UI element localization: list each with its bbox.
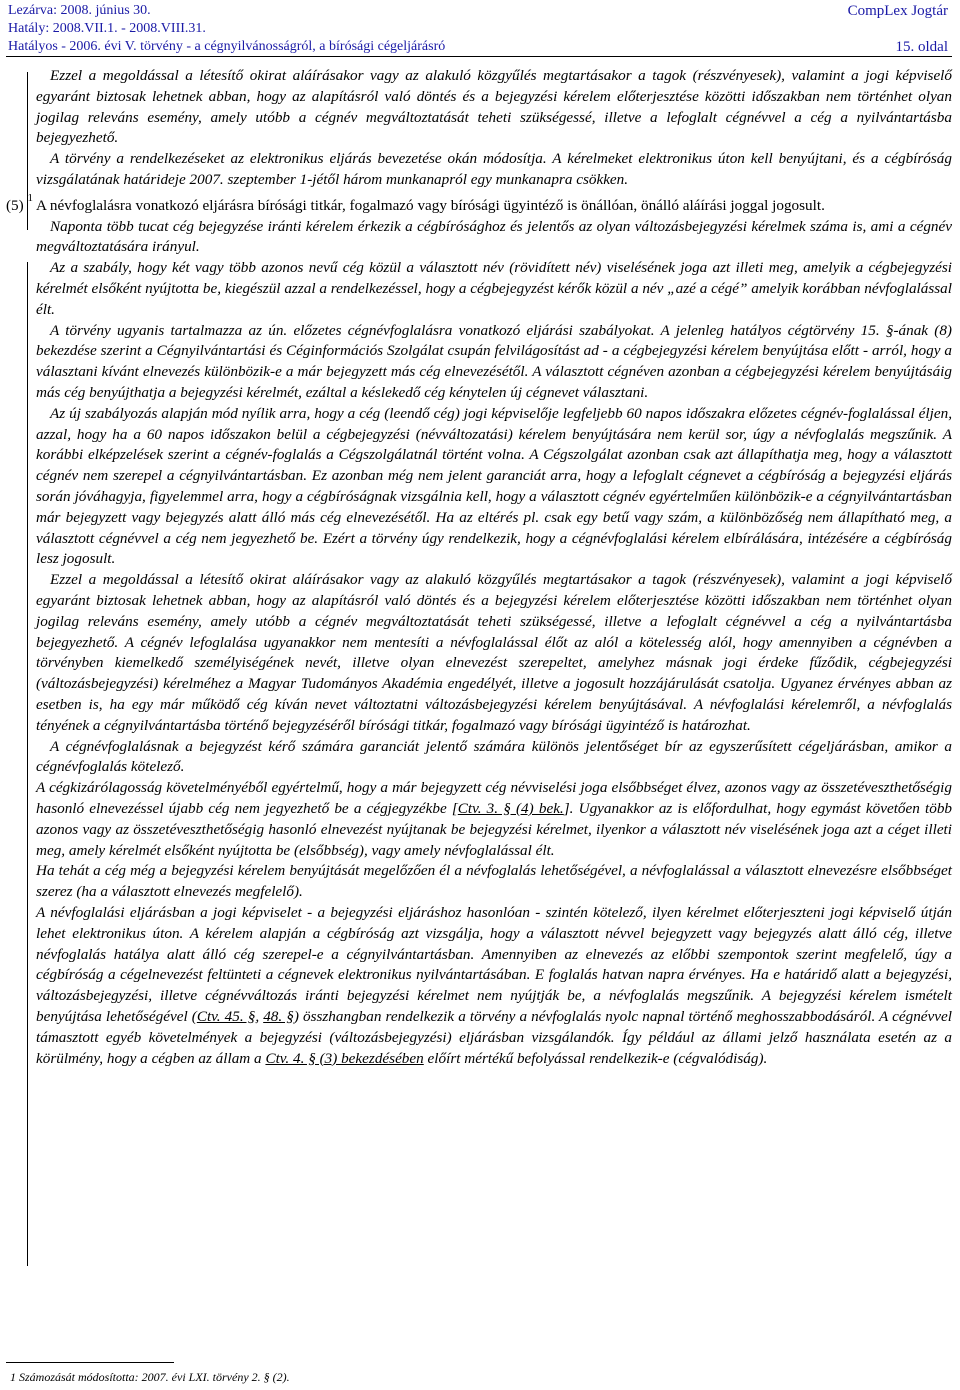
commentary-paragraph: A cégnévfoglalásnak a bejegyzést kérő számára garanciát jelentő számára különös jelentőséget bír az egyszerűsített cégeljárásban, amikor a cégnévfoglalás kötelező.: [36, 737, 952, 776]
commentary-paragraph: Az új szabályozás alapján mód nyílik arra, hogy a cég (leendő cég) jogi képviselője legfeljebb 60 napos időszakra előzetes cégnév-foglalással éljen, azzal, hogy ha a 60 napos időszakon belül a cégbejegyzési (névváltozatási) kérelem benyújtására nem kerül sor, úgy a névfoglalás megszűnik. A korábbi elképzelések szerint a cégnév-foglalás a Cégszolgálatnál történt volna. A Cégszolgálat azonban csak azt állapíthatja meg, hogy a választott cégnév nem szerepel a cégnyilvántartásban. Ez azonban még nem jelent garanciát arra, hogy a lefoglalt cégnevet a cégbíróság a bejegyzési eljárás során jóváhagyja, figyelemmel arra, hogy a cégbíróságnak vizsgálnia kell, hogy a választott cégnév egyértelműen különbözik-e a cégnyilvántartásban már bejegyzett vagy bejegyzés alatt álló más cég elnevezésétől. Ha az eltérés pl. csak egy betű vagy szám, a különbözőség nem állapítható meg, a választott cégnévvel a cég nem jegyezhető be. Ezért a törvény úgy rendelkezik, hogy a cégnévfoglalási kérelem elbírálására, intézésére a cégbíróság lesz jogosult.: [36, 404, 952, 568]
footnote-reference[interactable]: 1: [27, 191, 34, 204]
closed-date: Lezárva: 2008. június 30.: [8, 3, 151, 18]
effective-period: Hatály: 2008.VII.1. - 2008.VIII.31.: [8, 21, 206, 36]
commentary-paragraph: A névfoglalási eljárásban a jogi képviselet - a bejegyzési eljáráshoz hasonlóan - szintén kötelező, ilyen kérelmet előterjeszteni jogi képviselő útján lehet elektronikus úton. A kérelem alapján a cégbíróság azt vizsgálja, hogy a választott névvel bejegyzett vagy bejegyzés alatt álló cég, illetve névfoglalás hatálya alatt álló cég szerepel-e a cégnyilvántartásban. Amennyiben az elnevezés az előbbi szempontok szerint megfelelő, úgy a cégbíróság a cégelnevezést feltünteti a cégnevek elektronikus nyilvántartásában. E foglalás hatvan napra érvényes. Ha e határidő alatt a bejegyzési, változásbejegyzési, illetve cégnévváltozás iránti bejegyzési kérelmet nem nyújtják be, a névfoglalás megszűnik. A bejegyzési kérelem ismételt benyújtása lehetőségével (Ctv. 45. §, 48. §) összhangban rendelkezik a törvény a névfoglalás nyolc napnal történő meghosszabbodásáról. A cégnévvel támasztott egyéb követelmények a bejegyzési (változásbejegyzési) eljárásban vizsgálandók. Így például az állami jelző használata esetén az a körülmény, hogy a cégben az állam a Ctv. 4. § (3) bekezdésében előírt mértékű befolyással rendelkezik-e (cégvalódiság).: [36, 903, 952, 1067]
commentary-paragraph: Ezzel a megoldással a létesítő okirat aláírásakor vagy az alakuló közgyűlés megtartásakor a tagok (részvényesek), valamint a jogi képviselő egyaránt biztosak lehetnek abban, hogy az alapításról való döntés és a bejegyzési kérelem előterjesztése közötti időszakban nem történhet olyan jogilag releváns esemény, amely utóbb a cégnév megváltoztatását teheti szükségessé, illetve a lefoglalt cégnévvel a cég a nyilvántartásba bejegyezhető. A cégnév lefoglalása ugyanakkor nem mentesíti a névfoglalással élőt az alól a kötelesség alól, hogy amennyiben a cégnévben a törvényben kiemelkedő személyiségének nevét, illetve olyan elnevezést szerepeltet, amelyhez másnak jogi érdeke fűződik, cégbejegyzési (változásbejegyzési) kérelméhez a Magyar Tudományos Akadémia engedélyét, illetve a jogosult hozzájárulását csatolja. Ugyanez érvényes abban az esetben is, ha egy már működő cég kíván nevet változtatni változásbejegyzési kérelem benyújtásával. A névfoglalási kérelemről, a névfoglalás tényének a cégnyilvántartásba történő bejegyzéséről bírósági titkár, fogalmazó vagy bírósági ügyintéző is határozhat.: [36, 571, 952, 734]
statute-link[interactable]: Ctv. 45. §: [196, 1007, 256, 1025]
commentary-paragraph: Az a szabály, hogy két vagy több azonos nevű cég közül a választott név (rövidített név) viselésének joga azt illeti meg, amelyik a cégbejegyzési kérelmét elsőként nyújtotta be, kiegészül azzal a rendelkezéssel, hogy a cégbejegyzést kérők közül a név „azé a cégé” amelyik korábban névfoglalással élt.: [36, 259, 952, 318]
commentary-paragraph: A törvény ugyanis tartalmazza az ún. előzetes cégnévfoglalásra vonatkozó eljárási szabályokat. A jelenleg hatályos cégtörvény 15. §-ának (8) bekezdése szerint a Cégnyilvántartási és Céginformációs Szolgálat csupán felvilágosítást ad - a cégbejegyzési kérelem benyújtása előtt - arról, hogy a választani kívánt elnevezés különbözik-e a már bejegyzett más cég elnevezésétől. A választott cégnéven azonban a cégbejegyzési kérelem benyújtásáig más cég benyújthatja a bejegyzési kérelmét, ezáltal a késlekedő cég kénytelen új cégnevet választani.: [36, 321, 952, 402]
statute-link[interactable]: 48. §: [263, 1007, 294, 1025]
publisher-name: CompLex Jogtár: [847, 3, 948, 19]
document-body: [6, 66, 953, 1069]
document-title: Hatályos - 2006. évi V. törvény - a cégnyilvánosságról, a bírósági cégeljárásró: [8, 39, 446, 54]
statute-link[interactable]: Ctv. 3. § (4) bek.: [457, 799, 564, 817]
commentary-paragraph: Ha tehát a cég még a bejegyzési kérelem benyújtását megelőzően él a névfoglalás lehetőségével, a névfoglalással a választott elnevezésre elsőbbséget szerez (ha a választott elnevezés megfelelő).: [36, 862, 952, 901]
paragraph-number: (5): [6, 196, 24, 214]
statute-text: A névfoglalásra vonatkozó eljárásra bírósági titkár, fogalmazó vagy bírósági ügyintéző is önállóan, önálló aláírási joggal jogosult.: [33, 196, 825, 214]
footnote: 1 Számozását módosította: 2007. évi LXI. törvény 2. § (2).: [10, 1370, 290, 1384]
change-bar-main: [27, 262, 28, 1266]
page-header: [8, 2, 948, 56]
statute-link[interactable]: Ctv. 4. § (3) bekezdésében: [265, 1049, 424, 1067]
commentary-paragraph: A cégkizárólagosság követelményéből egyértelmű, hogy a már bejegyzett cég névviselési joga elsőbbséget élvez, azonos vagy az összetéveszthetőségig hasonló elnevezéssel újabb cég nem jegyezhető be a cégjegyzékbe [Ctv. 3. § (4) bek.]. Ugyanakkor az is előfordulhat, hogy egymást követően több azonos vagy az összetéveszthetőségig hasonló elnevezést nyújtanak be bejegyzési kérelmet, ilyenkor a választott név viselésének joga azt a céget illeti meg, amely kérelmét elsőként nyújtotta be (elsőbbség), vagy amely névfoglalással élt.: [36, 779, 953, 859]
footnote-rule: [6, 1362, 174, 1363]
commentary-paragraph: Ezzel a megoldással a létesítő okirat aláírásakor vagy az alakuló közgyűlés megtartásakor a tagok (részvényesek), valamint a jogi képviselő egyaránt biztosak lehetnek abban, hogy az alapításról való döntés és a bejegyzési kérelem előterjesztése közötti időszakban nem történhet olyan jogilag releváns esemény, amely utóbb a cégnév megváltoztatását teheti szükségessé, illetve a lefoglalt cégnévvel a cég a nyilvántartásba bejegyezhető.: [36, 67, 952, 147]
page-number: 15. oldal: [895, 39, 948, 55]
header-rule: [6, 56, 952, 57]
commentary-paragraph: Naponta több tucat cég bejegyzése iránti kérelem érkezik a cégbírósághoz és jelentős az olyan változásbejegyzési kérelmek száma is, ami a cégnév megváltoztatására irányul.: [36, 217, 952, 256]
statute-paragraph: [6, 191, 958, 217]
commentary-paragraph: A törvény a rendelkezéseket az elektronikus eljárás bevezetése okán módosítja. A kérelmeket elektronikus úton kell benyújtani, és a cégbíróság vizsgálatának határideje 2007. szeptember 1-jétől három munkanapról egy munkanapra csökken.: [36, 150, 952, 188]
